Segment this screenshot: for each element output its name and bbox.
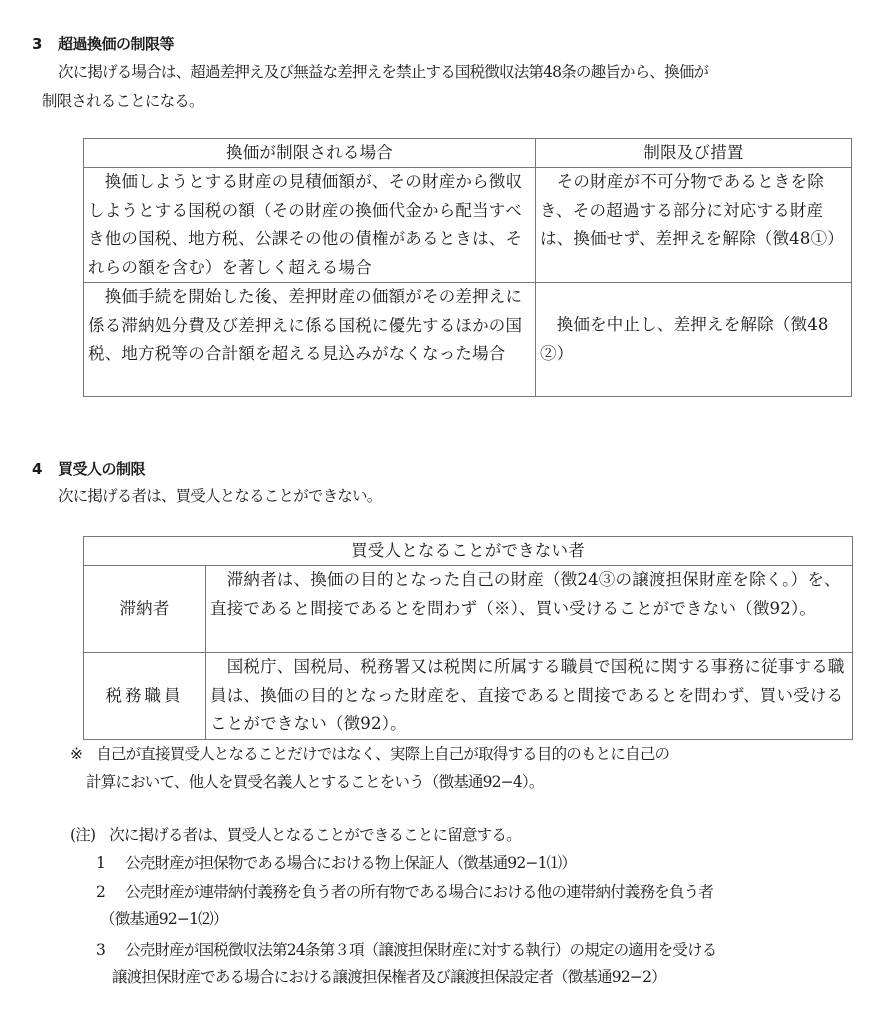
buyer-restriction-table [83,536,853,740]
table-row [84,653,853,740]
note-item-text: 公売財産が担保物である場合における物上保証人（徴基通92−1⑴） [125,854,577,872]
limitation-table [83,138,852,397]
table-header-row [84,537,853,566]
note-item-number: 2 [96,883,106,901]
section-3-heading [32,33,174,54]
table-row [84,168,852,283]
asterisk-note-line1 [70,742,669,764]
column-header: 換価が制限される場合 [84,139,536,168]
section-4-intro: 次に掲げる者は、買受人となることができない。 [58,487,382,505]
note-item-3-line2: 譲渡担保財産である場合における譲渡担保権者及び譲渡担保設定者（徴基通92−2） [112,968,666,986]
note-item-3 [96,938,717,960]
asterisk-note-text: 自己が直接買受人となることだけではなく、実際上自己が取得する目的のもとに自己の [96,745,670,763]
section-number: 3 [32,35,42,53]
note-item-number: 3 [96,941,106,959]
table-row [84,283,852,397]
column-header: 制限及び措置 [536,139,852,168]
note-item-text: 公売財産が国税徴収法第24条第３項（譲渡担保財産に対する執行）の規定の適用を受ける [125,941,717,959]
note-item-1 [96,851,576,873]
section-title: 買受人の制限 [57,460,145,478]
table-row [84,566,853,653]
column-header: 買受人となることができない者 [84,537,853,566]
section-number: 4 [32,460,42,478]
row-label: 滞納者 [84,566,206,653]
note-item-2-line2: （徴基通92−1⑵） [100,910,228,928]
section-4-heading [32,458,145,479]
row-text: 滞納者は、換価の目的となった自己の財産（徴24③の譲渡担保財産を除く。）を、直接であると間接であるとを問わず（※）、買い受けることができない（徴92）。 [206,566,853,653]
note-item-2 [96,880,713,902]
asterisk-mark: ※ [70,745,83,763]
note-item-text: 公売財産が連帯納付義務を負う者の所有物である場合における他の連帯納付義務を負う者 [125,883,714,901]
measure-cell: 換価を中止し、差押えを解除（徴48②） [536,283,852,397]
note-item-number: 1 [96,854,106,872]
note-mark: (注) [70,826,96,844]
case-cell: 換価しようとする財産の見積価額が、その財産から徴収しようとする国税の額（その財産の換価代金から配当すべき他の国税、地方税、公課その他の債権があるときは、それらの額を含む）を著しく超える場合 [84,168,536,283]
row-label: 税務職員 [84,653,206,740]
case-cell: 換価手続を開始した後、差押財産の価額がその差押えに係る滞納処分費及び差押えに係る国税に優先するほかの国税、地方税等の合計額を超える見込みがなくなった場合 [84,283,536,397]
asterisk-note-line2: 計算において、他人を買受名義人とすることをいう（徴基通92−4）。 [86,773,544,791]
note-intro [70,823,521,845]
section-3-intro-line2: 制限されることになる。 [42,92,204,110]
table-header-row [84,139,852,168]
measure-cell: その財産が不可分物であるときを除き、その超過する部分に対応する財産は、換価せず、差押えを解除（徴48①） [536,168,852,283]
section-title: 超過換価の制限等 [57,35,174,53]
row-text: 国税庁、国税局、税務署又は税関に所属する職員で国税に関する事務に従事する職員は、換価の目的となった財産を、直接であると間接であるとを問わず、買い受けることができない（徴92）。 [206,653,853,740]
section-3-intro-line1: 次に掲げる場合は、超過差押え及び無益な差押えを禁止する国税徴収法第48条の趣旨から、換価が [58,63,709,81]
note-intro-text: 次に掲げる者は、買受人となることができることに留意する。 [109,826,521,844]
